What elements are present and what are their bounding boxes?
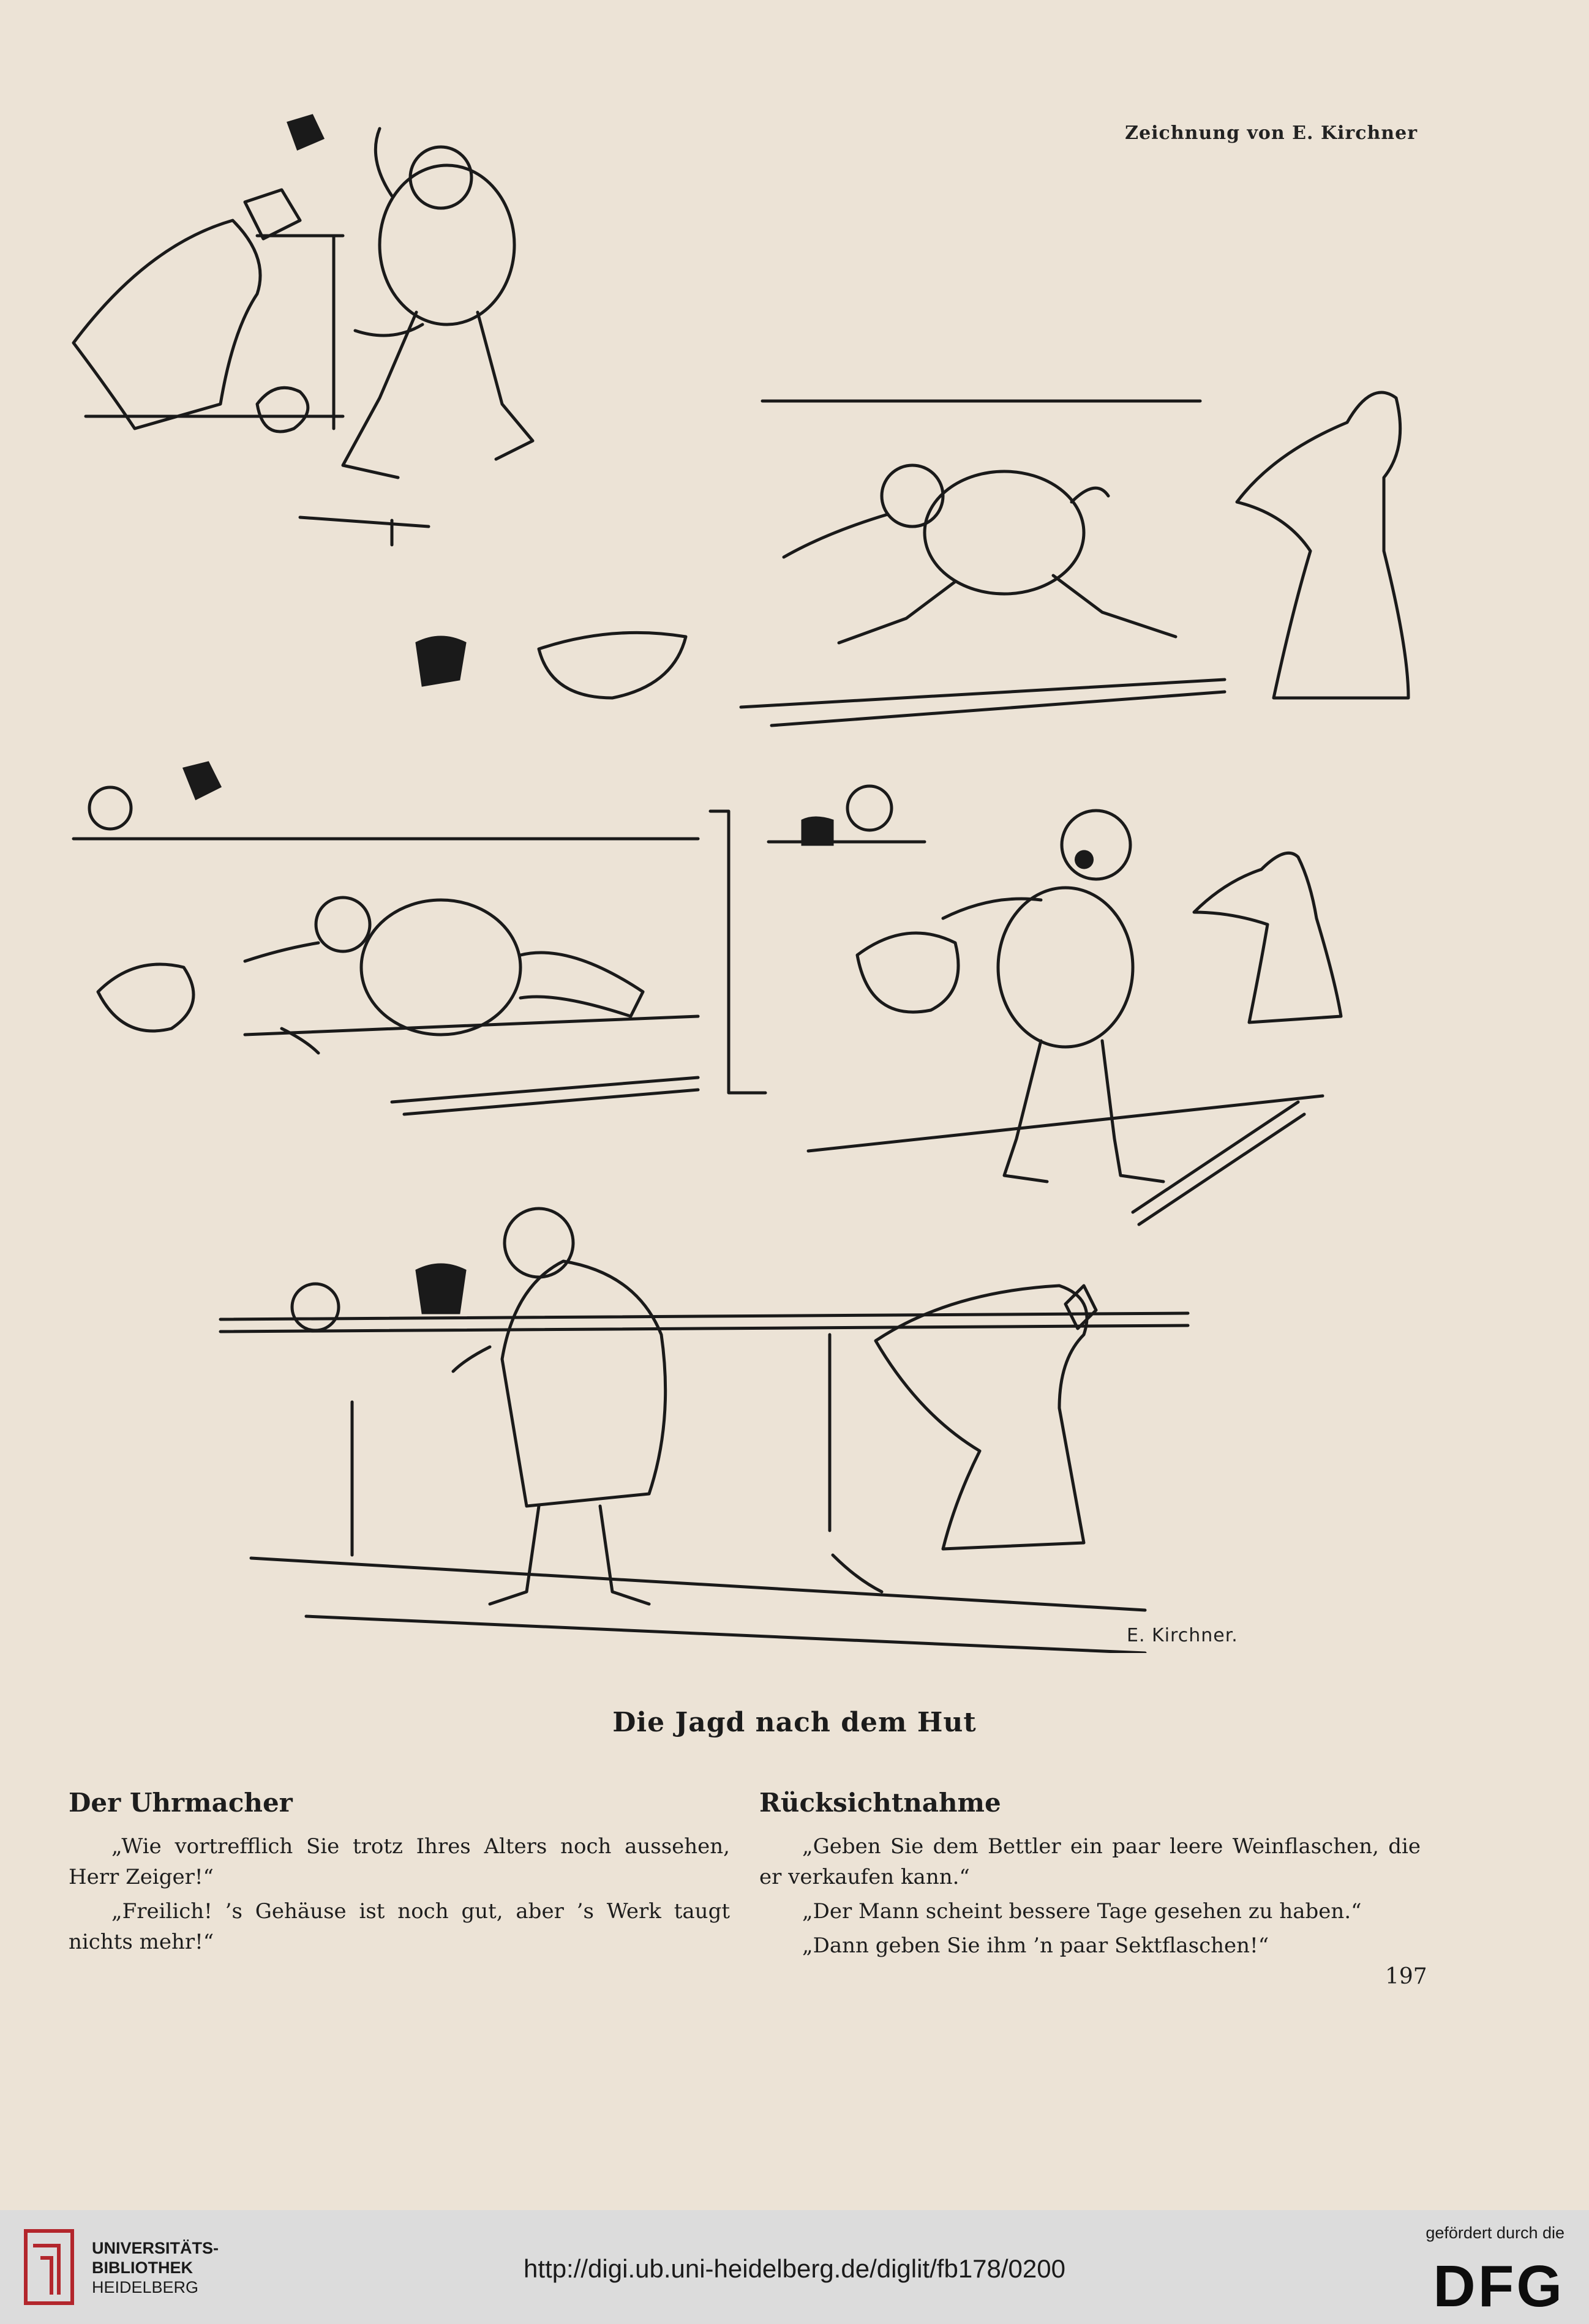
article-paragraph: „Der Mann scheint bessere Tage gesehen zu haben.“ (802, 1899, 1362, 1924)
article-paragraph: „Geben Sie dem Bettler ein paar leere Weinflaschen, die er verkaufen kann.“ (759, 1834, 1421, 1889)
page-number: 197 (1385, 1964, 1427, 1989)
funded-by-label: gefördert durch die (1426, 2224, 1565, 2242)
article-heading: Rücksichtnahme (759, 1788, 1001, 1818)
library-name-line: BIBLIOTHEK (92, 2258, 193, 2277)
article-heading: Der Uhrmacher (69, 1788, 293, 1818)
library-name-line: HEIDELBERG (92, 2278, 199, 2296)
article-paragraph: „Dann geben Sie ihm ’n paar Sektflaschen!“ (802, 1933, 1269, 1958)
illustration-caption: Die Jagd nach dem Hut (612, 1707, 977, 1738)
artist-signature: E. Kirchner. (1127, 1625, 1238, 1646)
article-ruecksichtnahme (759, 1788, 1421, 1965)
library-name-line: UNIVERSITÄTS- (92, 2239, 219, 2257)
panel-1 (73, 115, 533, 545)
article-uhrmacher (69, 1788, 730, 1961)
article-paragraph: „Freilich! ’s Gehäuse ist noch gut, aber ’s Werk taugt nichts mehr!“ (69, 1899, 730, 1954)
panel-4 (768, 786, 1341, 1224)
footer-bar (0, 2210, 1589, 2324)
panel-2 (416, 392, 1408, 725)
panel-3 (73, 762, 698, 1114)
panel-5 (220, 1209, 1188, 1653)
dfg-logo[interactable]: DFG (1433, 2254, 1565, 2319)
illustration-credit: Zeichnung von E. Kirchner (1125, 122, 1418, 144)
panel-divider (710, 811, 765, 1093)
permalink-url[interactable]: http://digi.ub.uni-heidelberg.de/diglit/fb178/0200 (524, 2254, 1065, 2283)
article-paragraph: „Wie vortrefflich Sie trotz Ihres Alters noch aussehen, Herr Zeiger!“ (69, 1834, 730, 1889)
